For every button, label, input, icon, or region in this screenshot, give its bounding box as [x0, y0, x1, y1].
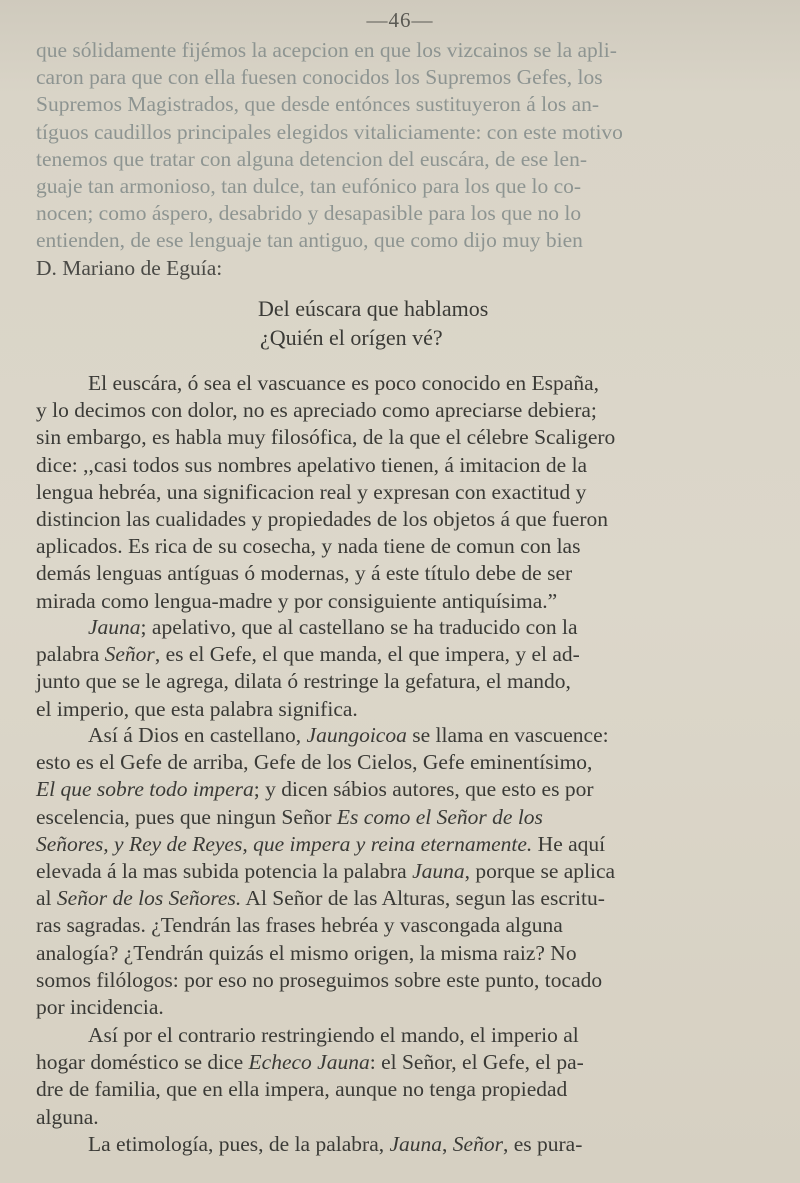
text-line: tíguos caudillos principales elegidos vitaliciamente: con este motivo — [36, 119, 623, 144]
text-line: que sólidamente fijémos la acepcion en que los vizcainos se la apli- — [36, 38, 617, 62]
italic-term: Jauna — [412, 859, 465, 884]
text-line: sin embargo, es habla muy filosófica, de la que el célebre Scaligero — [36, 425, 616, 450]
paragraph-jauna — [36, 614, 770, 723]
text-line: Así por el contrario restringiendo el mando, el imperio al — [88, 1023, 579, 1047]
text-line: analogía? ¿Tendrán quizás el mismo origen, la misma raiz? No — [36, 940, 577, 965]
text-line: lengua hebréa, una significacion real y expresan con exactitud y — [36, 479, 587, 504]
text-fragment: , es pura- — [502, 1132, 583, 1156]
text-line: por incidencia. — [36, 995, 164, 1020]
text-fragment: La etimología, pues, de la palabra, — [88, 1132, 390, 1156]
text-fragment: Así á Dios en castellano, — [88, 723, 307, 747]
text-fragment: al — [36, 886, 57, 911]
verse-line: ¿Quién el orígen vé? — [260, 325, 443, 350]
text-line: aplicados. Es rica de su cosecha, y nada tiene de comun con las — [36, 534, 581, 559]
text-line: esto es el Gefe de arriba, Gefe de los Cielos, Gefe eminentísimo, — [36, 750, 593, 775]
paragraph-echeco-jauna — [36, 1022, 770, 1131]
text-fragment: He aquí — [532, 831, 606, 856]
italic-term: Jaungoicoa — [306, 723, 407, 747]
verse-quote — [258, 294, 488, 352]
text-line: D. Mariano de Eguía: — [36, 255, 223, 280]
italic-term: Es como el Señor de los — [336, 804, 543, 829]
italic-term: Señor — [104, 642, 155, 667]
text-fragment: , porque se aplica — [464, 859, 616, 884]
text-line: mirada como lengua-madre y por consiguiente antiquísima.” — [36, 588, 558, 613]
text-line — [36, 858, 770, 885]
text-line: nocen; como áspero, desabrido y desapasible para los que no lo — [36, 201, 582, 226]
text-fragment: palabra — [36, 642, 105, 667]
italic-term: El que sobre todo impera — [36, 777, 254, 802]
intro-paragraph — [36, 37, 770, 282]
page-number: —46— — [366, 8, 434, 32]
text-line — [36, 614, 770, 641]
text-fragment: hogar doméstico se dice — [36, 1050, 249, 1075]
italic-term: Señores, y Rey de Reyes, que impera y reina eternamente. — [36, 831, 533, 856]
text-line: ras sagradas. ¿Tendrán las frases hebréa y vascongada alguna — [36, 913, 563, 938]
text-line — [36, 776, 770, 803]
paragraph-euscara — [36, 370, 770, 615]
text-line — [36, 804, 770, 831]
text-fragment: , — [442, 1132, 453, 1156]
text-line: dre de familia, que en ella impera, aunque no tenga propiedad — [36, 1077, 568, 1102]
italic-term: Señor — [452, 1132, 503, 1156]
text-line: dice: ,,casi todos sus nombres apelativo tienen, á imitacion de la — [36, 452, 588, 477]
text-line: caron para que con ella fuesen conocidos los Supremos Gefes, los — [36, 65, 603, 90]
text-fragment: ; y dicen sábios autores, que esto es por — [253, 777, 594, 802]
text-line: alguna. — [36, 1104, 99, 1129]
text-line — [36, 885, 770, 912]
paragraph-etimologia — [36, 1131, 770, 1158]
italic-term: Jauna — [389, 1132, 443, 1156]
text-line — [36, 1049, 770, 1076]
text-line: el imperio, que esta palabra significa. — [36, 696, 358, 721]
text-line — [36, 641, 770, 668]
text-fragment: : el Señor, el Gefe, el pa- — [369, 1050, 584, 1075]
text-line: tenemos que tratar con alguna detencion del euscára, de ese len- — [36, 146, 587, 171]
text-line: somos filólogos: por eso no proseguimos sobre este punto, tocado — [36, 967, 603, 992]
italic-term: Jauna — [88, 615, 141, 639]
text-line: junto que se le agrega, dilata ó restringe la gefatura, el mando, — [36, 669, 571, 694]
text-fragment: escelencia, pues que ningun Señor — [36, 804, 337, 829]
text-fragment: ; apelativo, que al castellano se ha traducido con la — [140, 615, 578, 639]
italic-term: Echeco Jauna — [248, 1050, 370, 1075]
text-fragment: elevada á la mas subida potencia la palabra — [36, 859, 413, 884]
text-fragment: , es el Gefe, el que manda, el que impera, y el ad- — [154, 642, 580, 667]
text-line: guaje tan armonioso, tan dulce, tan eufónico para los que lo co- — [36, 174, 582, 199]
text-line — [36, 722, 770, 749]
text-line — [36, 1131, 770, 1158]
verse-line: Del eúscara que hablamos — [258, 296, 489, 321]
text-line — [36, 831, 770, 858]
text-line: distincion las cualidades y propiedades de los objetos á que fueron — [36, 507, 608, 532]
text-line: demás lenguas antíguas ó modernas, y á este título debe de ser — [36, 561, 573, 586]
text-fragment: Al Señor de las Alturas, segun las escritu- — [241, 886, 605, 911]
text-line: y lo decimos con dolor, no es apreciado como apreciarse debiera; — [36, 398, 597, 423]
italic-term: Señor de los Señores. — [56, 886, 242, 911]
text-line: entienden, de ese lenguaje tan antiguo, que como dijo muy bien — [36, 228, 583, 253]
paragraph-jaungoicoa — [36, 722, 770, 1021]
text-line: Supremos Magistrados, que desde entónces sustituyeron á los an- — [36, 92, 600, 117]
text-fragment: se llama en vascuence: — [406, 723, 609, 747]
text-line: El euscára, ó sea el vascuance es poco conocido en España, — [88, 371, 599, 395]
